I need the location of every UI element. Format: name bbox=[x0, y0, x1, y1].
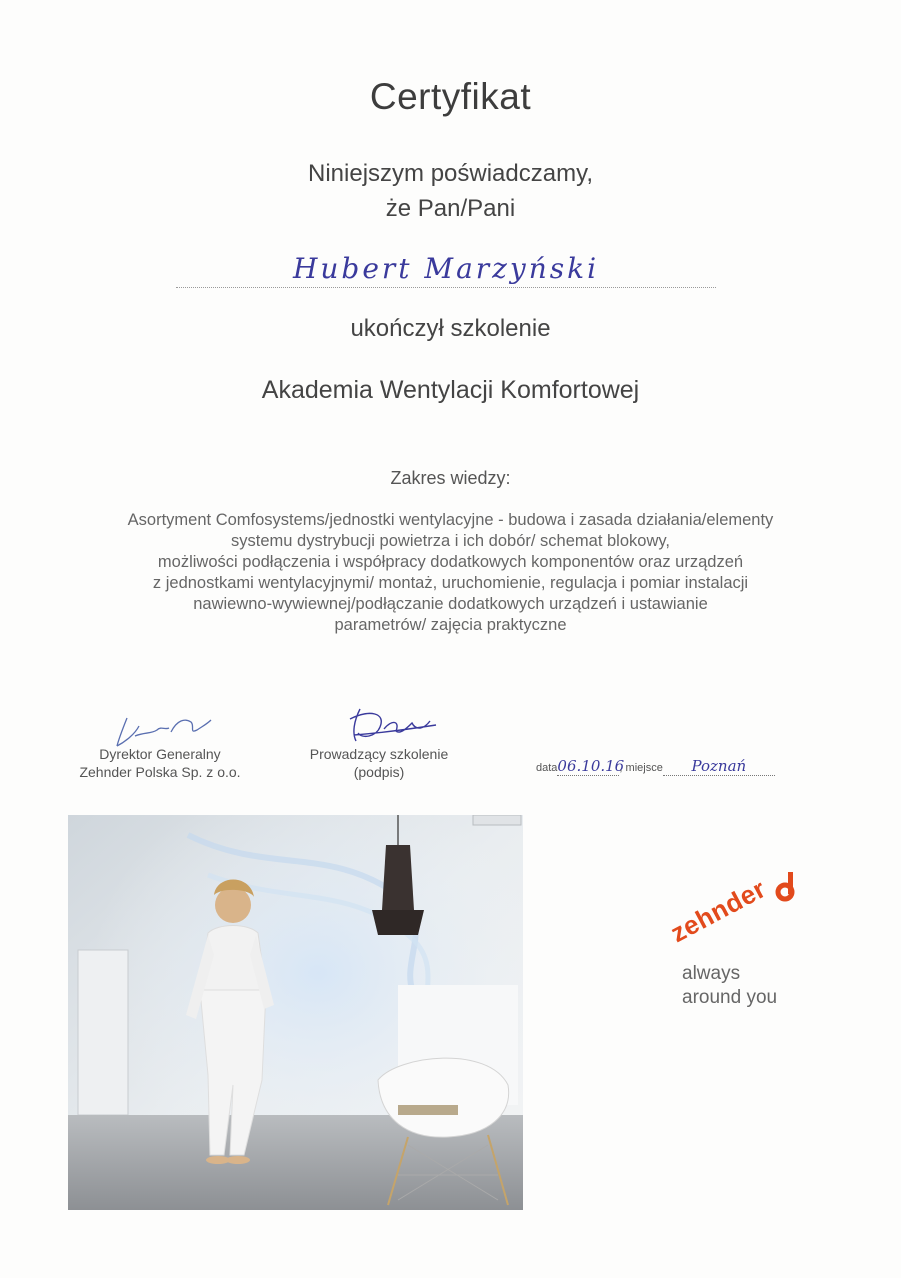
place-value: Poznań bbox=[663, 757, 775, 776]
tagline-line-2: around you bbox=[682, 987, 778, 1008]
director-signature-block bbox=[60, 745, 260, 781]
director-role: Dyrektor Generalny bbox=[99, 746, 221, 762]
director-company: Zehnder Polska Sp. z o.o. bbox=[79, 764, 241, 780]
trainer-note: (podpis) bbox=[353, 764, 405, 780]
certificate-title: Certyfikat bbox=[369, 76, 532, 117]
trainer-signature-image bbox=[340, 705, 440, 747]
scope-description bbox=[90, 510, 811, 636]
course-name: Akademia Wentylacji Komfortowej bbox=[261, 376, 640, 404]
scope-line: możliwości podłączenia i współpracy dodatkowych komponentów oraz urządzeń bbox=[157, 553, 744, 571]
scope-title: Zakres wiedzy: bbox=[390, 468, 511, 488]
intro-line-2: że Pan/Pani bbox=[385, 195, 516, 222]
name-dotted-line bbox=[176, 287, 716, 288]
scope-line: Asortyment Comfosystems/jednostki wentylacyjne - budowa i zasada działania/elementy bbox=[127, 511, 774, 529]
date-value: 06.10.16 bbox=[557, 757, 625, 775]
woman-leaning-wall-photo-icon bbox=[68, 815, 523, 1210]
promo-photo bbox=[68, 815, 523, 1210]
date-label: data bbox=[536, 762, 558, 774]
recipient-name: Hubert Marzyński bbox=[292, 252, 600, 285]
completed-text: ukończył szkolenie bbox=[350, 315, 551, 342]
scope-line: systemu dystrybucji powietrza i ich dobór/ schemat blokowy, bbox=[231, 532, 670, 550]
scope-line: parametrów/ zajęcia praktyczne bbox=[334, 616, 567, 634]
zehnder-logo-text: zehnder bbox=[665, 873, 771, 949]
scope-line: nawiewno-wywiewnej/podłączanie dodatkowych urządzeń i ustawianie bbox=[193, 595, 708, 613]
date-place-line bbox=[536, 757, 775, 776]
tagline-line-1: always bbox=[682, 963, 741, 984]
trainer-role: Prowadzący szkolenie bbox=[309, 746, 449, 762]
place-label: , miejsce bbox=[619, 762, 663, 774]
trainer-signature-block bbox=[290, 745, 468, 781]
zehnder-logo-mark-icon bbox=[770, 870, 800, 910]
scope-line: z jednostkami wentylacyjnymi/ montaż, uruchomienie, regulacja i pomiar instalacji bbox=[152, 574, 749, 592]
intro-line-1: Niniejszym poświadczamy, bbox=[308, 160, 593, 187]
